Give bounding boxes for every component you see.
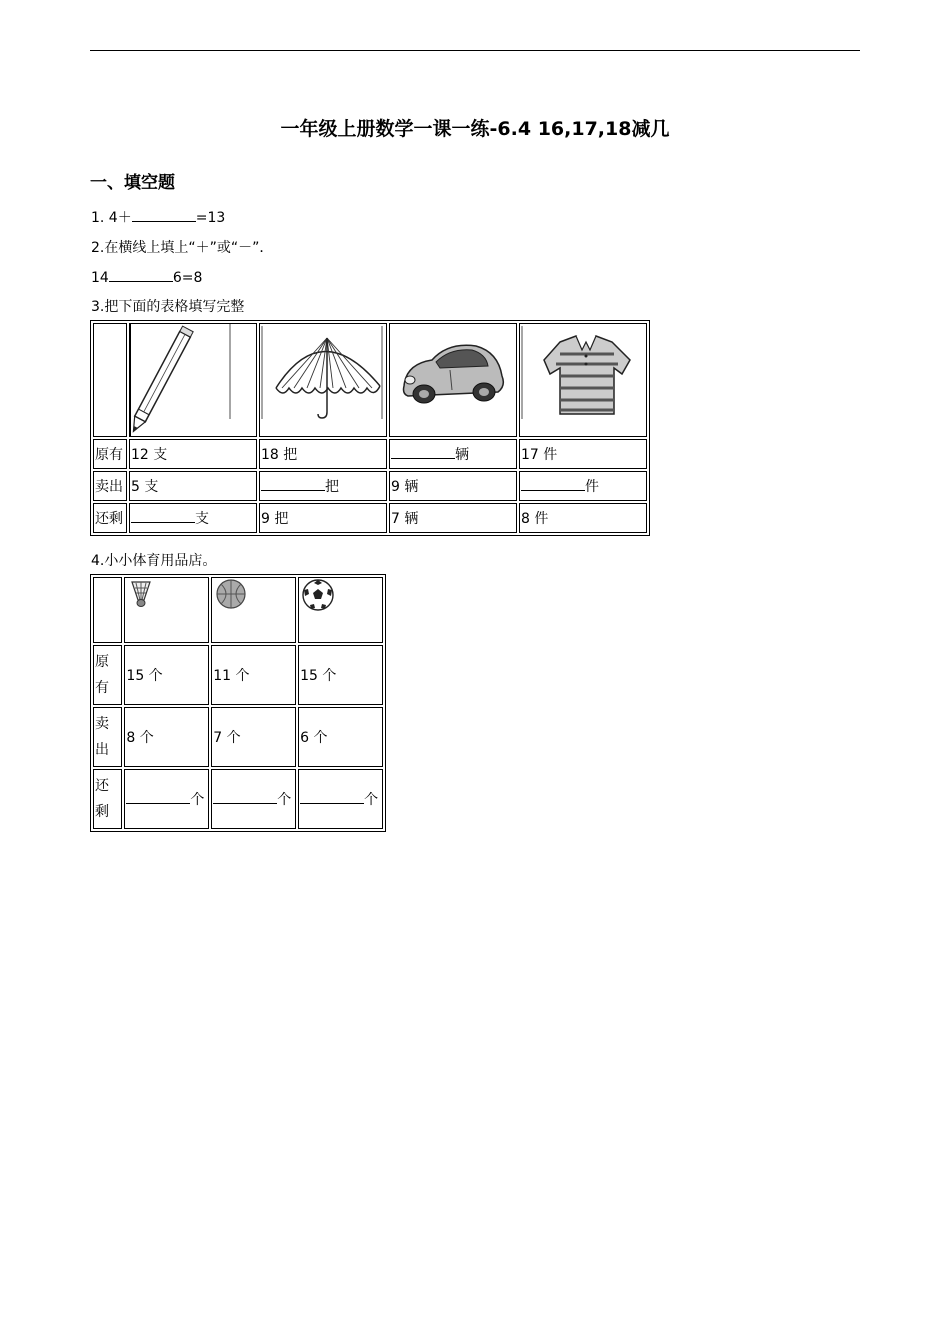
table-cell [389, 439, 517, 469]
unit-label: 个 [364, 792, 379, 808]
shuttlecock-icon [126, 578, 156, 610]
question-2: 2.在横线上填上“＋”或“－”． [91, 240, 274, 256]
question-3: 3.把下面的表格填写完整 [91, 299, 245, 315]
section-heading: 一、填空题 [90, 173, 175, 193]
page-title: 一年级上册数学一课一练-6.4 16,17,18减几 [280, 118, 670, 140]
unit-label: 个 [277, 792, 292, 808]
table-cell: 12 支 [129, 439, 257, 469]
question-4: 4.小小体育用品店。 [91, 553, 217, 569]
row-label: 还剩 [93, 503, 127, 533]
table-row [93, 471, 647, 501]
question-1 [91, 207, 225, 227]
table-cell: 5 支 [129, 471, 257, 501]
empty-corner-cell [93, 577, 122, 643]
unit-label: 辆 [455, 447, 469, 463]
pencil-cell [129, 323, 257, 437]
table-cell: 8 件 [519, 503, 647, 533]
shuttlecock-cell [124, 577, 209, 643]
shirt-icon [520, 324, 646, 436]
basketball-icon [213, 578, 249, 610]
table-row [93, 577, 383, 643]
row-label-char: 还 [95, 778, 109, 794]
unit-label: 支 [195, 511, 209, 527]
car-cell [389, 323, 517, 437]
table-cell: 9 把 [259, 503, 387, 533]
row-label: 卖出 [93, 471, 127, 501]
pencil-icon [130, 324, 256, 436]
question-4-table [90, 574, 386, 832]
unit-label: 个 [190, 792, 205, 808]
table-row [93, 645, 383, 705]
table-cell: 8 个 [124, 707, 209, 767]
table-cell [298, 769, 383, 829]
answer-blank[interactable] [300, 789, 364, 804]
answer-blank[interactable] [213, 789, 277, 804]
question-3-table [90, 320, 650, 536]
table-cell: 15 个 [298, 645, 383, 705]
table-cell: 7 个 [211, 707, 296, 767]
umbrella-cell [259, 323, 387, 437]
row-label [93, 769, 122, 829]
q1-before: 1. 4＋ [91, 210, 132, 226]
table-cell: 15 个 [124, 645, 209, 705]
q2-after: 6=8 [172, 270, 203, 286]
table-cell: 7 辆 [389, 503, 517, 533]
table-cell [519, 471, 647, 501]
table-cell: 17 件 [519, 439, 647, 469]
answer-blank[interactable] [109, 267, 173, 282]
row-label-char: 卖 [95, 716, 109, 732]
row-label-char: 原 [95, 654, 109, 670]
unit-label: 件 [585, 479, 599, 495]
unit-label: 把 [325, 479, 339, 495]
table-row [93, 323, 647, 437]
table-cell [259, 471, 387, 501]
table-cell [211, 769, 296, 829]
soccer-ball-icon [300, 578, 336, 612]
row-label-char: 剩 [95, 804, 109, 820]
q1-after: =13 [195, 210, 226, 226]
table-row [93, 707, 383, 767]
basketball-cell [211, 577, 296, 643]
shirt-cell [519, 323, 647, 437]
row-label [93, 645, 122, 705]
header-rule [90, 50, 860, 51]
empty-corner-cell [93, 323, 127, 437]
soccer-ball-cell [298, 577, 383, 643]
answer-blank[interactable] [391, 444, 455, 459]
answer-blank[interactable] [132, 207, 196, 222]
table-cell: 6 个 [298, 707, 383, 767]
answer-blank[interactable] [521, 476, 585, 491]
table-row [93, 503, 647, 533]
answer-blank[interactable] [261, 476, 325, 491]
umbrella-icon [260, 324, 386, 436]
question-2-equation [91, 267, 202, 286]
table-cell: 11 个 [211, 645, 296, 705]
answer-blank[interactable] [126, 789, 190, 804]
row-label-char: 有 [95, 680, 109, 696]
car-icon [390, 324, 516, 436]
table-row [93, 439, 647, 469]
row-label: 原有 [93, 439, 127, 469]
table-cell: 9 辆 [389, 471, 517, 501]
q2-before: 14 [91, 270, 109, 286]
answer-blank[interactable] [131, 508, 195, 523]
table-cell [129, 503, 257, 533]
row-label-char: 出 [95, 742, 109, 758]
table-cell [124, 769, 209, 829]
row-label [93, 707, 122, 767]
table-cell: 18 把 [259, 439, 387, 469]
table-row [93, 769, 383, 829]
